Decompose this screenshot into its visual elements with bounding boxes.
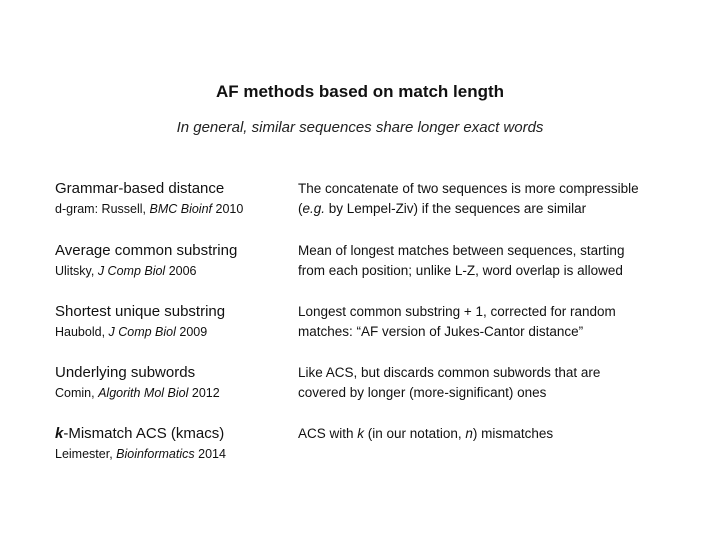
method-reference: [55, 444, 290, 464]
method-name: Shortest unique substring: [55, 303, 226, 320]
ref-prefix: Ulitsky,: [55, 264, 98, 278]
desc-line: from each position; unlike L-Z, word overlap is allowed: [298, 263, 623, 278]
desc-text: (: [298, 201, 303, 216]
ref-year: 2010: [212, 202, 244, 216]
desc-text: ACS with: [298, 426, 358, 441]
method-description: [298, 363, 678, 403]
ref-journal: J Comp Biol: [108, 325, 176, 339]
slide-title: AF methods based on match length: [215, 82, 505, 101]
ref-prefix: Leimester,: [55, 447, 117, 461]
method-reference: [55, 322, 290, 342]
desc-line: Like ACS, but discards common subwords that are: [298, 365, 601, 380]
desc-line: [298, 424, 678, 444]
method-description: [298, 179, 678, 219]
method-cell: [55, 363, 290, 403]
ref-year: 2014: [194, 447, 226, 461]
ref-year: 2009: [175, 325, 208, 339]
method-row: [55, 241, 675, 301]
ref-year: 2006: [165, 264, 197, 278]
desc-line: covered by longer (more-significant) ones: [298, 385, 547, 400]
method-name: Average common substring: [55, 242, 238, 259]
ref-prefix: Haubold,: [55, 325, 109, 339]
method-name-k: k: [55, 425, 64, 442]
method-name-rest: -Mismatch ACS (kmacs): [63, 425, 225, 442]
method-description: [298, 302, 678, 342]
method-name: [55, 424, 290, 444]
desc-text: ) mismatches: [472, 426, 554, 441]
method-row: [55, 179, 675, 239]
desc-line: The concatenate of two sequences is more compressible: [298, 181, 639, 196]
desc-italic: n: [465, 426, 473, 441]
desc-line: [298, 199, 678, 219]
ref-year: 2012: [188, 386, 220, 400]
ref-prefix: d-gram: Russell,: [55, 202, 150, 216]
method-reference: [55, 261, 290, 281]
method-cell: [55, 241, 290, 281]
desc-text: (in our notation,: [364, 426, 466, 441]
method-cell: [55, 424, 290, 464]
desc-line: matches: “AF version of Jukes-Cantor distance”: [298, 324, 584, 339]
method-reference: [55, 383, 290, 403]
method-description: [298, 241, 678, 281]
ref-journal: BMC Bioinf: [149, 202, 213, 216]
ref-journal: Bioinformatics: [116, 447, 195, 461]
method-description: [298, 424, 678, 444]
desc-line: Mean of longest matches between sequences, starting: [298, 243, 625, 258]
method-row: [55, 363, 675, 423]
method-row: [55, 424, 675, 484]
method-name: Underlying subwords: [55, 364, 196, 381]
desc-text: by Lempel-Ziv) if the sequences are similar: [325, 201, 587, 216]
method-row: [55, 302, 675, 362]
method-reference: [55, 199, 290, 219]
slide-subtitle: In general, similar sequences share longer exact words: [176, 119, 544, 136]
desc-italic: k: [357, 426, 365, 441]
method-cell: [55, 302, 290, 342]
desc-line: Longest common substring + 1, corrected for random: [298, 304, 616, 319]
method-cell: [55, 179, 290, 219]
ref-journal: J Comp Biol: [97, 264, 166, 278]
ref-prefix: Comin,: [55, 386, 99, 400]
method-name: Grammar-based distance: [55, 180, 225, 197]
desc-italic: e.g.: [302, 201, 326, 216]
ref-journal: Algorith Mol Biol: [98, 386, 189, 400]
